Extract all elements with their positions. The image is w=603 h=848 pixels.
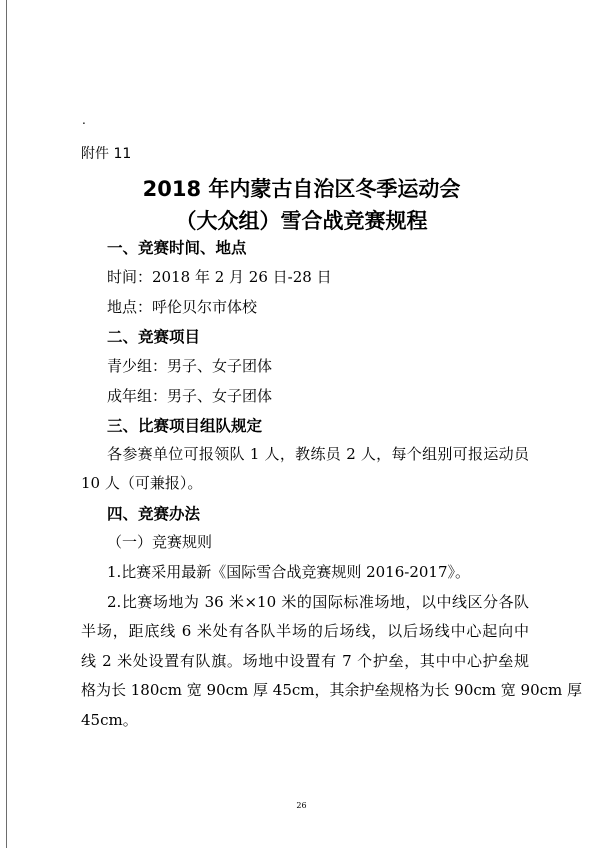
subsection-rules-heading: （一）竞赛规则	[107, 533, 213, 551]
time-line: 时间：2018 年 2 月 26 日-28 日	[107, 268, 332, 286]
section-3-heading: 三、比赛项目组队规定	[107, 417, 263, 435]
attachment-label: 附件 11	[81, 146, 132, 162]
section-2-heading: 二、竞赛项目	[107, 328, 201, 346]
rule-2-line-2: 半场，距底线 6 米处有各队半场的后场线，以后场线中心起向中	[81, 622, 529, 640]
title-line-2: （大众组）雪合战竞赛规程	[175, 209, 428, 233]
rule-1-line: 1.比赛采用最新《国际雪合战竞赛规则 2016-2017》。	[107, 563, 470, 581]
rule-2-line-4: 格为长 180cm 宽 90cm 厚 45cm，其余护垒规格为长 90cm 宽 90cm 厚	[81, 681, 583, 699]
adult-group-line: 成年组：男子、女子团体	[107, 387, 273, 405]
page-number: 26	[296, 801, 307, 810]
location-line: 地点：呼伦贝尔市体校	[107, 298, 258, 316]
stray-dot: .	[82, 113, 86, 127]
rule-2-line-1: 2.比赛场地为 36 米×10 米的国际标准场地，以中线区分各队	[107, 593, 529, 611]
section-4-heading: 四、竞赛办法	[107, 505, 201, 523]
left-border-line	[6, 0, 7, 848]
section-1-heading: 一、竞赛时间、地点	[107, 239, 247, 257]
youth-group-line: 青少组：男子、女子团体	[107, 357, 273, 375]
title-line-1: 2018 年内蒙古自治区冬季运动会	[142, 177, 461, 201]
team-rule-line-1: 各参赛单位可报领队 1 人，教练员 2 人，每个组别可报运动员	[107, 445, 529, 463]
rule-2-line-5: 45cm。	[81, 711, 138, 729]
rule-2-line-3: 线 2 米处设置有队旗。场地中设置有 7 个护垒，其中中心护垒规	[81, 652, 529, 670]
team-rule-line-2: 10 人（可兼报）。	[81, 474, 203, 492]
